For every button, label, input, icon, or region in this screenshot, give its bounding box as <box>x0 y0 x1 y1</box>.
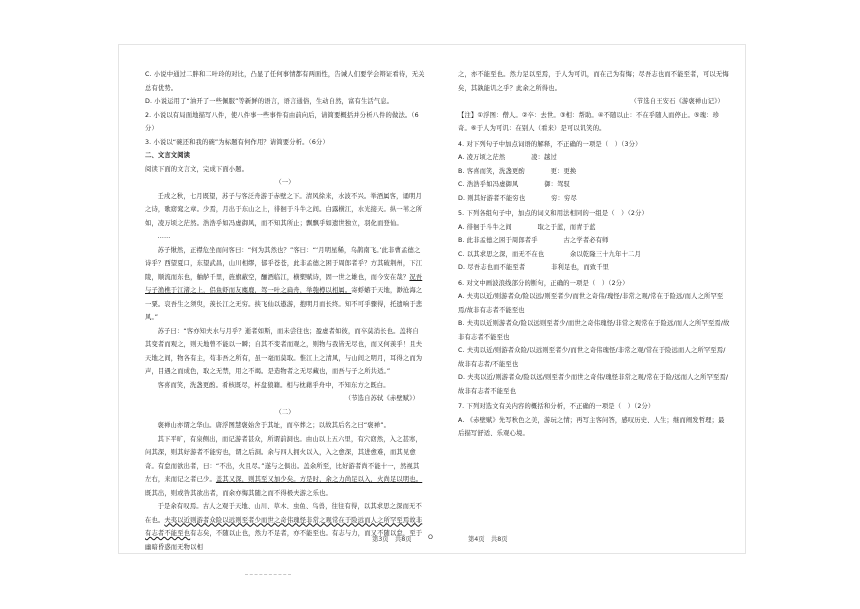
question-line: 3. 小说以“碗还和我的碗”为标题有何作用？请简要分析。（6分） <box>145 138 329 146</box>
right-page-column <box>458 68 730 534</box>
passage-paragraph <box>145 325 425 379</box>
passage-paragraph <box>145 190 425 231</box>
passage2-tail <box>458 68 730 95</box>
text-segment: 壬戌之秋，七月既望，苏子与客泛舟游于赤壁之下。清风徐来，水波不兴。举酒属客，诵明月之诗，歌窈窕之章。少焉，月出于东山之上，徘徊于斗牛之间。白露横江，水光接天。纵一苇之所如，凌万顷之茫然。浩浩乎如冯虚御风，而不知其所止；飘飘乎如遗世独立，羽化而登仙。 <box>145 192 423 227</box>
passage-paragraph <box>145 244 425 325</box>
question-item <box>458 138 730 206</box>
question-option: C. 夫夷以近/则游者众险/以远则至者少/而世之奇伟瑰怪/非常之观/常在于险远而人之所罕至焉/故非有志者/不能至也 <box>458 347 726 368</box>
question-option: C. 以其求思之深，而无不在也 余以乾隆三十九年十二月 <box>458 250 641 258</box>
underlined-text: 盖其又深，则其至又加少矣。方是时，余之力尚足以入，火尚足以明也。 <box>215 476 423 483</box>
passage1-source: （节选自苏轼《赤壁赋》） <box>344 395 419 402</box>
passage-paragraph <box>145 379 425 393</box>
question-option: B. 客喜而笑，洗盏更酌 更：更换 <box>458 167 577 175</box>
question-option: B. 此非孟德之困于周郎者乎 古之学者必有师 <box>458 237 609 244</box>
annotation-note: 【注】①浮图：僧人。②卒：去世。③相：帮助。④不随以止：不在乎随人而停止。⑤瑰：珍奇。⑥于人为可讥：在别人（看来）是可以讥笑的。 <box>458 111 720 132</box>
question-stem: 7. 下列对选文有关内容的概括和分析，不正确的一项是（ ）（2分） <box>458 403 655 410</box>
question-line: 2. 小说以有局面地描写八件，使八件事一些事件有由前向后，请简要概括并分析八件的做法。（6分） <box>145 111 419 132</box>
passage1-body <box>145 190 425 393</box>
text-segment: 于是余有叹焉。古人之观于天地、山川、草木、虫鱼、鸟兽，往往有得，以其求思之深而无不在也。 <box>145 503 422 524</box>
passage2-label: （二） <box>275 408 295 416</box>
text-segment: 之，亦不能至也。然力足以至焉，于人为可讥，而在己为有悔；尽吾志也而不能至者，可以无悔矣，其孰能讥之乎？此余之所得也。 <box>458 71 729 92</box>
text-segment: 其下平旷，有泉侧出，而记游者甚众，所谓前洞也。由山以上五六里，有穴窈然，入之甚寒，问其深，则其好游者不能穷也，谓之后洞。余与四人拥火以入，入之愈深，其进愈难，而其见愈奇。有怠而欲出者，曰：“不出，火且尽。”遂与之俱出。盖余所至，比好游者尚不能十一，然视其左右，来而记之者已少。 <box>145 435 422 483</box>
question-stem: 5. 下列各组句子中，加点的词义和用法相同的一组是（ ）（2分） <box>458 210 648 217</box>
text-segment: 苏子愀然，正襟危坐而问客曰：“何为其然也？”客曰：“‘月明星稀，乌鹊南飞。’此非曹孟德之诗乎？西望夏口，东望武昌，山川相缪，郁乎苍苍，此非孟德之困于周郎者乎？方其破荆州，下江陵，顺流而东也，舳舻千里，旌旗蔽空，酾酒临江，横槊赋诗，固一世之雄也，而今安在哉？ <box>145 246 423 281</box>
text-segment: 客喜而笑，洗盏更酌。肴核既尽，杯盘狼籍。相与枕藉乎舟中，不知东方之既白。 <box>157 381 390 389</box>
passage2-source: （节选自王安石《游褒禅山记》） <box>630 98 724 105</box>
question-option: A. 夫夷以近/则游者众/险以远/则至者少/而世之奇伟/瑰怪/非常之观/常在于险远/而人之所罕至焉/故非有志者不能至也 <box>458 293 724 314</box>
wavy-underlined-text: 夫夷以近则游者众险以远则至者少而世之奇伟瑰怪非常之观常在于险远而人之所罕至焉故非有志者不能至也 <box>145 516 423 537</box>
section-instruction: 阅读下面的文言文，完成下面小题。 <box>145 165 249 173</box>
question-item <box>458 207 730 275</box>
text-segment: 褒禅山亦谓之华山。唐浮图慧褒始舍于其址，而卒葬之；以故其后名之曰“褒禅”。 <box>157 422 391 429</box>
question-item <box>458 277 730 399</box>
text-segment: …… <box>157 233 171 240</box>
question-item <box>458 400 730 441</box>
scan-mark <box>245 574 291 575</box>
passage-paragraph <box>458 68 730 95</box>
passage-paragraph <box>145 419 425 433</box>
passage-paragraph <box>145 433 425 501</box>
binding-hole-mark: O <box>428 534 433 541</box>
passage1-label: （一） <box>275 179 295 186</box>
passage-paragraph <box>145 230 425 244</box>
text-segment: 既其出，则或咎其欲出者，而余亦悔其随之而不得极夫游之乐也。 <box>145 489 332 497</box>
question-option: B. 夫夷以近则游者众/险以远则至者少/而世之奇伟瑰怪/非常之观常在于险远/而人之所罕至焉/故非有志者不能至也 <box>458 320 730 341</box>
question-option: D. 尽吾志也而不能至者 非利足也，而致千里 <box>458 264 610 271</box>
question-line: D. 小说运用了“油开了一些佩服”等新鲜的语言，语言通俗，生动自然，富有生活气息。 <box>145 98 394 105</box>
question-stem: 6. 对文中画波浪线部分的断句，正确的一项是（ ）（2分） <box>458 279 629 287</box>
question-option: A. 凌万顷之茫然 凌：越过 <box>458 154 557 161</box>
question-option: A. 《赤壁赋》先写秋色之美，游玩之情；再写主客问答，感叹历史、人生；继而阐发哲理；最后描写舒适、乐观心境。 <box>458 416 725 437</box>
section-title: 二、文言文阅读 <box>145 152 191 159</box>
left-page-footer: 第3页 共8页 <box>372 536 412 543</box>
text-segment: 寄蜉蝣于天地，渺沧海之一粟。哀吾生之须臾，羡长江之无穷。挟飞仙以遨游，抱明月而长终。知不可乎骤得，托遗响于悲风。” <box>145 287 423 321</box>
text-segment: 苏子曰：“客亦知夫水与月乎？逝者如斯，而未尝往也；盈虚者如彼，而卒莫消长也。盖将自其变者而观之，则天地曾不能以一瞬；自其不变者而观之，则物与我皆无尽也，而又何羡乎！且夫天地之间，物各有主，苟非吾之所有，虽一毫而莫取。惟江上之清风，与山间之明月，耳得之而为声，目遇之而成色，取之无禁，用之不竭。是造物者之无尽藏也，而吾与子之所共适。” <box>145 327 423 375</box>
text-segment: 有志矣，不随以止也，然力不足者，亦不能至也。有志与力，而又不随以怠，至于幽暗昏惑而无物以相 <box>145 530 423 551</box>
question-option: D. 夫夷以近/则游者众/险以远/则至者少而世之奇伟/瑰怪非常之观/常在于险/远而人之所罕至焉/故非有志者不能至也 <box>458 374 729 395</box>
reading-questions-tail <box>145 68 425 149</box>
question-option: D. 则其好游者不能穷也 穷：穷尽 <box>458 194 577 202</box>
right-page-footer: 第4页 共8页 <box>468 536 508 543</box>
passage-paragraph <box>145 500 425 554</box>
question-stem: 4. 对下列句子中加点词语的解释，不正确的一项是（ ）（3分） <box>458 140 642 148</box>
question-list <box>458 138 730 441</box>
question-option: A. 徘徊于斗牛之间 取之于蓝，而青于蓝 <box>458 223 596 231</box>
underlined-text: 况吾与子渔樵于江渚之上，侣鱼虾而友麋鹿，驾一叶之扁舟，举匏樽以相属。 <box>145 273 423 294</box>
question-option: C. 浩浩乎如冯虚御风 御：驾驭 <box>458 181 570 188</box>
question-line: C. 小说中通过二胖和二叶玲的对比，凸显了任何事情都有两面性，告诫人们要学会辩证看待，无关总有优势。 <box>145 71 425 92</box>
